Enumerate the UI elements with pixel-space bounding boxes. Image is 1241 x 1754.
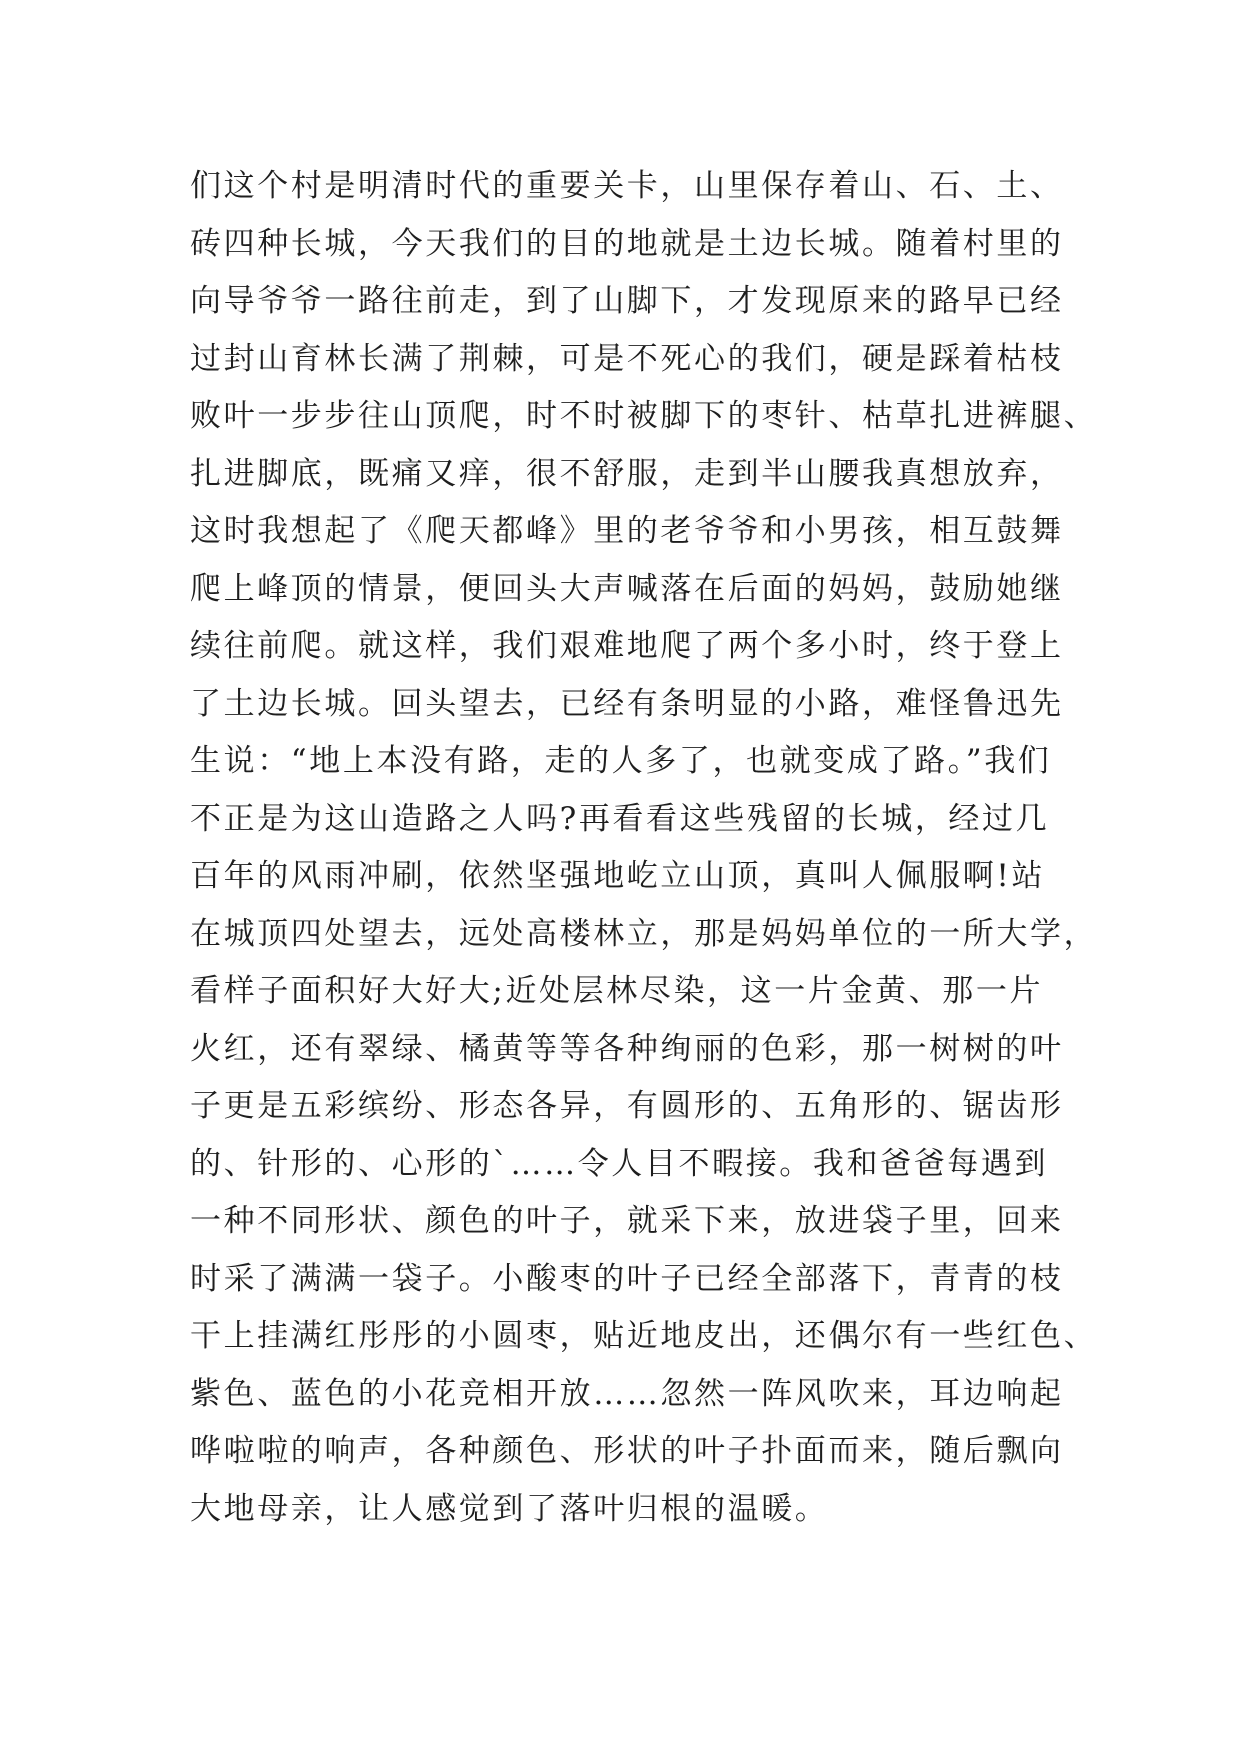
text-line-16: 火红，还有翠绿、橘黄等等各种绚丽的色彩，那一树树的叶 bbox=[190, 1030, 1064, 1067]
text-line-6: 扎进脚底，既痛又痒，很不舒服，走到半山腰我真想放弃， bbox=[190, 455, 1064, 492]
text-line-18: 的、针形的、心形的`……令人目不暇接。我和爸爸每遇到 bbox=[190, 1145, 1049, 1182]
text-line-5: 败叶一步步往山顶爬，时不时被脚下的枣针、枯草扎进裤腿、 bbox=[190, 398, 1098, 434]
text-line-4: 过封山育林长满了荆棘，可是不死心的我们，硬是踩着枯枝 bbox=[190, 340, 1064, 377]
text-line-24: 大地母亲，让人感觉到了落叶归根的温暖。 bbox=[190, 1490, 829, 1527]
text-line-22: 紫色、蓝色的小花竞相开放……忽然一阵风吹来，耳边响起 bbox=[190, 1375, 1064, 1412]
text-line-17: 子更是五彩缤纷、形态各异，有圆形的、五角形的、锯齿形 bbox=[190, 1088, 1064, 1124]
text-line-14: 在城顶四处望去，远处高楼林立，那是妈妈单位的一所大学， bbox=[190, 915, 1098, 952]
text-line-7: 这时我想起了《爬天都峰》里的老爷爷和小男孩，相互鼓舞 bbox=[190, 513, 1064, 549]
text-line-21: 干上挂满红彤彤的小圆枣，贴近地皮出，还偶尔有一些红色、 bbox=[190, 1318, 1098, 1354]
text-line-13: 百年的风雨冲刷，依然坚强地屹立山顶，真叫人佩服啊!站 bbox=[190, 858, 1046, 894]
text-line-3: 向导爷爷一路往前走，到了山脚下，才发现原来的路早已经 bbox=[190, 283, 1064, 319]
body-paragraph bbox=[190, 158, 1098, 1538]
text-line-1: 们这个村是明清时代的重要关卡，山里保存着山、石、土、 bbox=[190, 168, 1064, 204]
text-line-23: 哗啦啦的响声，各种颜色、形状的叶子扑面而来，随后飘向 bbox=[190, 1433, 1064, 1469]
text-line-9: 续往前爬。就这样，我们艰难地爬了两个多小时，终于登上 bbox=[190, 628, 1064, 664]
text-line-12: 不正是为这山造路之人吗?再看看这些残留的长城，经过几 bbox=[190, 800, 1050, 837]
text-line-10: 了土边长城。回头望去，已经有条明显的小路，难怪鲁迅先 bbox=[190, 685, 1064, 722]
text-line-8: 爬上峰顶的情景，便回头大声喊落在后面的妈妈，鼓励她继 bbox=[190, 570, 1064, 607]
text-line-11: 生说：“地上本没有路，走的人多了，也就变成了路。”我们 bbox=[190, 743, 1052, 779]
text-line-2: 砖四种长城，今天我们的目的地就是土边长城。随着村里的 bbox=[190, 225, 1064, 262]
text-line-19: 一种不同形状、颜色的叶子，就采下来，放进袋子里，回来 bbox=[190, 1203, 1064, 1239]
text-line-20: 时采了满满一袋子。小酸枣的叶子已经全部落下，青青的枝 bbox=[190, 1260, 1064, 1297]
text-line-15: 看样子面积好大好大;近处层林尽染，这一片金黄、那一片 bbox=[190, 973, 1044, 1009]
